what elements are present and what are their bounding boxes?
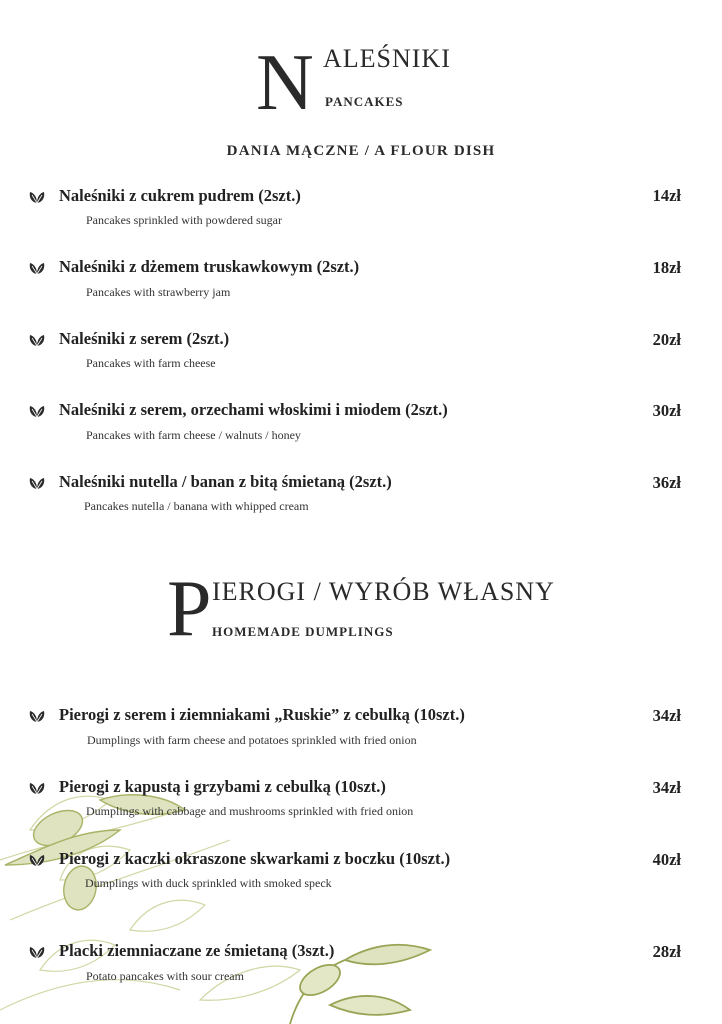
pancakes-title-initial: N bbox=[256, 39, 314, 127]
flour-dish-label: DANIA MĄCZNE / A FLOUR DISH bbox=[226, 143, 496, 159]
menu-item-description: Potato pancakes with sour cream bbox=[86, 969, 244, 983]
menu-item-name: Naleśniki z serem, orzechami włoskimi i miodem (2szt.) bbox=[59, 400, 448, 419]
pierogi-title: IEROGI / WYRÓB WŁASNY bbox=[212, 577, 555, 606]
menu-item-price: 36zł bbox=[652, 473, 681, 492]
leaf-icon bbox=[28, 853, 46, 867]
leaf-icon bbox=[28, 945, 46, 959]
menu-item-price: 30zł bbox=[652, 401, 681, 420]
menu-item-description: Pancakes nutella / banana with whipped cream bbox=[84, 499, 309, 513]
menu-item-price: 18zł bbox=[652, 258, 681, 277]
menu-item-description: Pancakes with farm cheese / walnuts / honey bbox=[86, 428, 301, 442]
menu-item-price: 20zł bbox=[652, 330, 681, 349]
menu-item-price: 14zł bbox=[652, 186, 681, 205]
menu-item-price: 34zł bbox=[652, 778, 681, 797]
menu-item-description: Dumplings with farm cheese and potatoes sprinkled with fried onion bbox=[87, 733, 417, 747]
leaf-icon bbox=[28, 190, 46, 204]
menu-item-name: Pierogi z kaczki okraszone skwarkami z boczku (10szt.) bbox=[59, 849, 451, 868]
leaf-icon bbox=[28, 404, 46, 418]
menu-item-name: Naleśniki z serem (2szt.) bbox=[59, 329, 230, 348]
menu-item-name: Naleśniki z cukrem pudrem (2szt.) bbox=[59, 186, 301, 205]
leaf-icon bbox=[28, 333, 46, 347]
pancakes-title: ALEŚNIKI bbox=[323, 44, 451, 73]
menu-item-description: Pancakes with strawberry jam bbox=[86, 285, 231, 299]
pierogi-title-initial: P bbox=[167, 565, 212, 653]
menu-item-name: Naleśniki nutella / banan z bitą śmietaną (2szt.) bbox=[59, 472, 392, 491]
leaf-icon bbox=[28, 476, 46, 490]
menu-item-name: Placki ziemniaczane ze śmietaną (3szt.) bbox=[59, 941, 335, 960]
menu-item-name: Naleśniki z dżemem truskawkowym (2szt.) bbox=[59, 257, 360, 276]
menu-item-price: 34zł bbox=[652, 706, 681, 725]
menu-item-price: 40zł bbox=[652, 850, 681, 869]
menu-item-description: Dumplings with duck sprinkled with smoked speck bbox=[85, 876, 332, 890]
menu-item-price: 28zł bbox=[652, 942, 681, 961]
menu-item-description: Pancakes sprinkled with powdered sugar bbox=[86, 213, 282, 227]
menu-item-name: Pierogi z kapustą i grzybami z cebulką (10szt.) bbox=[59, 777, 386, 796]
menu-item-description: Dumplings with cabbage and mushrooms sprinkled with fried onion bbox=[86, 804, 414, 818]
menu-item-description: Pancakes with farm cheese bbox=[86, 356, 216, 370]
leaf-icon bbox=[28, 261, 46, 275]
leaf-icon bbox=[28, 709, 46, 723]
leaf-icon bbox=[28, 781, 46, 795]
pierogi-subtitle: HOMEMADE DUMPLINGS bbox=[212, 624, 394, 639]
menu-item-name: Pierogi z serem i ziemniakami „Ruskie” z cebulką (10szt.) bbox=[59, 705, 465, 724]
pancakes-subtitle: PANCAKES bbox=[325, 94, 404, 109]
